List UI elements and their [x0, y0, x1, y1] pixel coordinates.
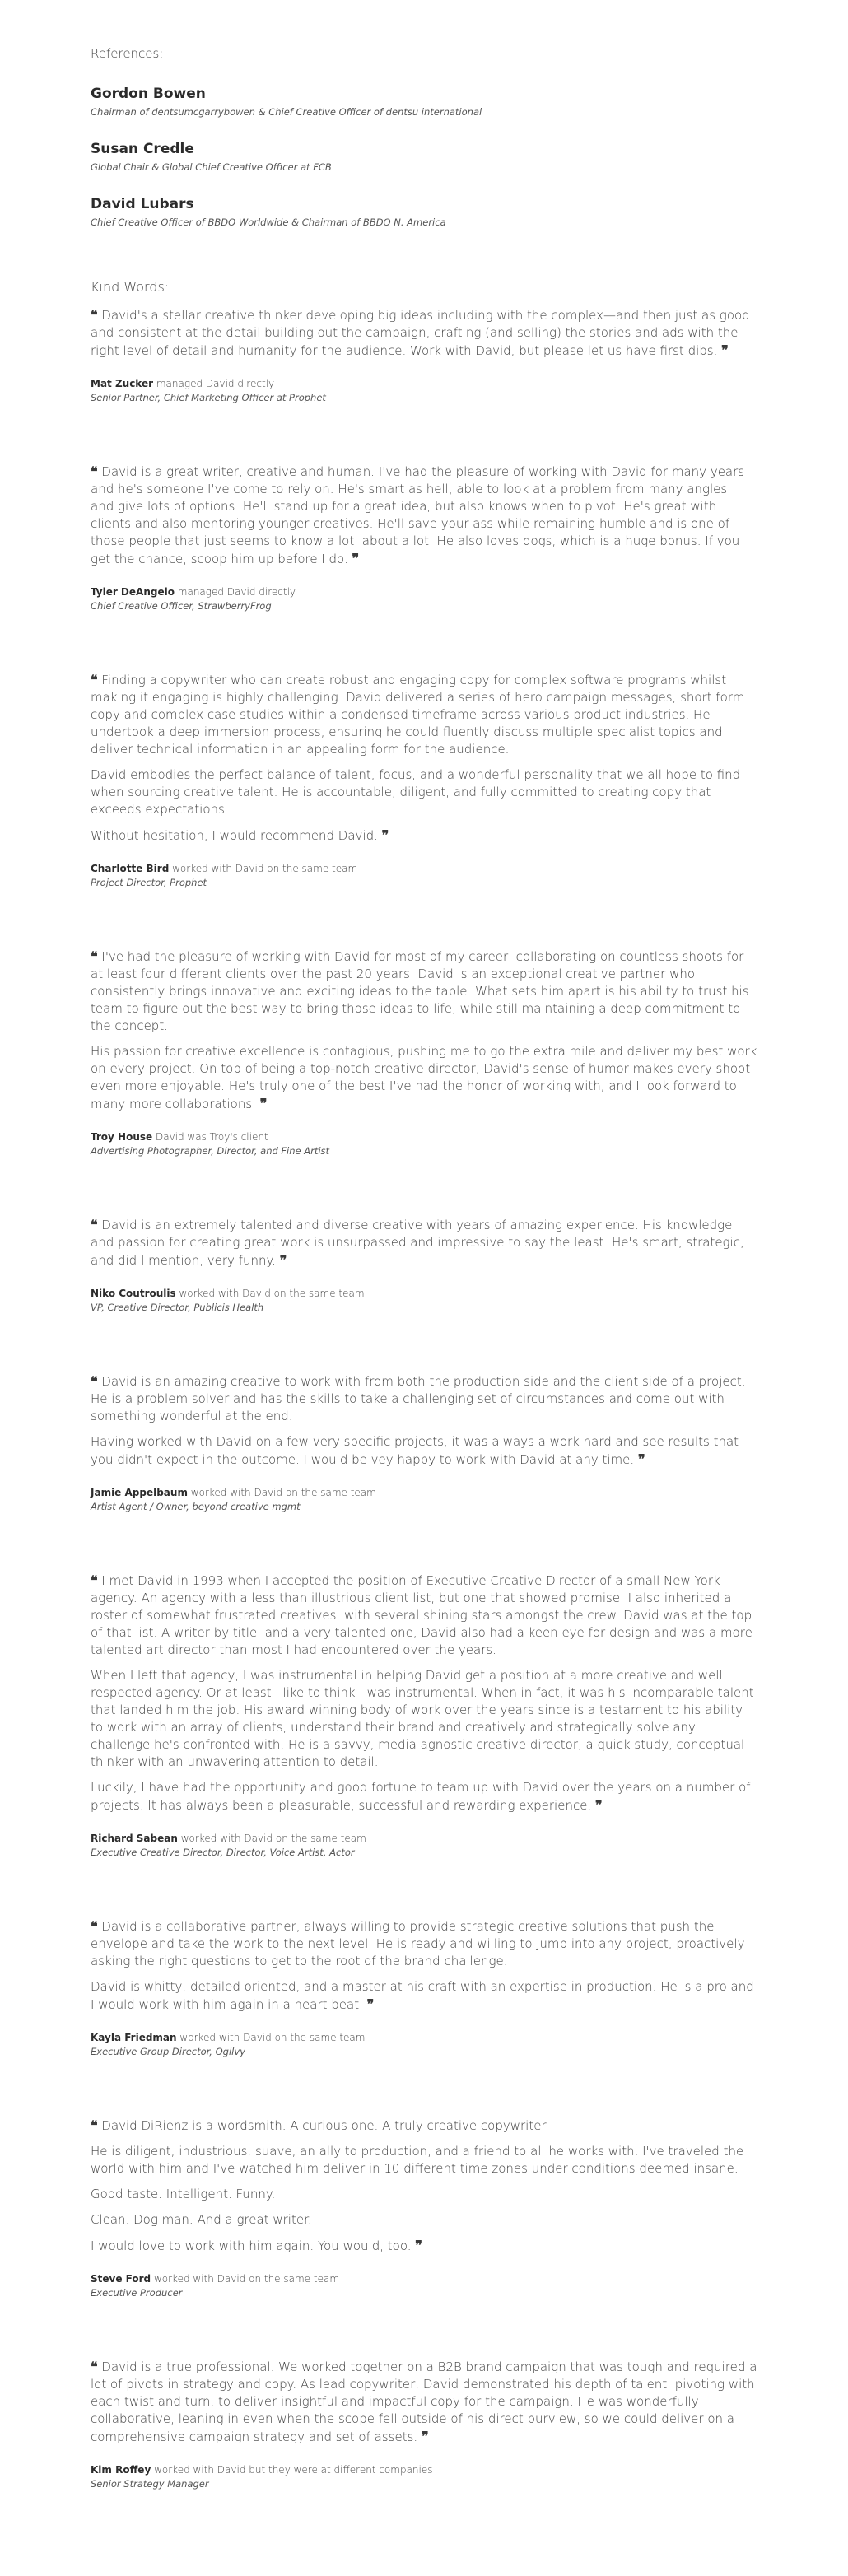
testimonial-quote — [91, 1372, 757, 1469]
testimonial — [91, 1372, 757, 1512]
testimonial-quote — [91, 948, 757, 1113]
quote-text: Without hesitation, I would recommend David. — [91, 828, 378, 843]
author-relation: worked with David but they were at different companies — [154, 2464, 433, 2476]
quote-paragraph — [91, 1216, 757, 1269]
author-role: Executive Group Director, Ogilvy — [91, 2046, 245, 2057]
testimonial-attribution — [91, 2464, 757, 2476]
author-role: Executive Creative Director, Director, Voice Artist, Actor — [91, 1847, 355, 1858]
quote-paragraph — [91, 1433, 757, 1469]
quote-text: David is an extremely talented and diverse creative with years of amazing experience. His knowledge and passion for creating great work is unsurpassed and impressive to say the least. He's smart, strategic, and did I mention, very funny. — [91, 1218, 744, 1268]
quote-text: Good taste. Intelligent. Funny. — [91, 2187, 276, 2201]
open-quote-icon: ❝ — [91, 1572, 98, 1588]
references-heading: References: — [91, 46, 164, 61]
open-quote-icon: ❝ — [91, 1217, 98, 1232]
quote-paragraph — [91, 1043, 757, 1113]
close-quote-icon: ❞ — [259, 1096, 268, 1111]
testimonial-quote — [91, 671, 757, 845]
testimonial — [91, 463, 757, 612]
author-name: Kayla Friedman — [91, 2032, 177, 2043]
quote-paragraph — [91, 2237, 757, 2255]
author-relation: worked with David on the same team — [179, 2032, 366, 2043]
quote-text: David is a true professional. We worked together on a B2B brand campaign that was tough and required a lot of pivots in strategy and copy. As lead copywriter, David demonstrated his depth of talent, pivoting with each twist and turn, to deliver insightful and impactful copy for the campaign. He was wonderfully collaborative, leaning in even when the scope fell outside of his direct purview, so we could deliver on a comprehensive campaign strategy and set of assets. — [91, 2359, 757, 2444]
quote-paragraph — [91, 671, 757, 758]
testimonial — [91, 2358, 757, 2490]
author-name: Richard Sabean — [91, 1833, 178, 1844]
author-role: Senior Partner, Chief Marketing Officer at Prophet — [91, 392, 326, 403]
quote-paragraph — [91, 2186, 757, 2203]
author-name: Steve Ford — [91, 2273, 151, 2285]
testimonial — [91, 1216, 757, 1313]
open-quote-icon: ❝ — [91, 307, 98, 323]
quote-paragraph — [91, 827, 757, 845]
open-quote-icon: ❝ — [91, 948, 98, 964]
author-name: Tyler DeAngelo — [91, 586, 175, 598]
reference-name: Susan Credle — [91, 141, 194, 157]
close-quote-icon: ❞ — [594, 1797, 603, 1813]
close-quote-icon: ❞ — [415, 2238, 422, 2253]
author-relation: managed David directly — [156, 378, 275, 389]
testimonial — [91, 1572, 757, 1858]
testimonial — [91, 306, 757, 403]
testimonial-quote — [91, 1572, 757, 1814]
quote-text: I would love to work with him again. You would, too. — [91, 2238, 412, 2253]
testimonial-attribution — [91, 1487, 757, 1498]
testimonial-quote — [91, 1917, 757, 2014]
quote-text: David embodies the perfect balance of talent, focus, and a wonderful personality that we all hope to find when sourcing creative talent. He is accountable, diligent, and fully committed to creating copy that exceeds expectations. — [91, 767, 741, 817]
quote-text: I met David in 1993 when I accepted the position of Executive Creative Director of a small New York agency. An agency with a less than illustrious client list, but one that showed promise. I also inherited a roster of somewhat frustrated creatives, with several shining stars amongst the crew. David was at the top of that list. A writer by title, and a very talented one, David also had a keen eye for design and was a more talented art director than most I had encountered over the years. — [91, 1573, 752, 1657]
testimonial-attribution — [91, 863, 757, 874]
close-quote-icon: ❞ — [352, 551, 360, 566]
author-role: Project Director, Prophet — [91, 877, 207, 888]
quote-text: His passion for creative excellence is contagious, pushing me to go the extra mile and deliver my best work on every project. On top of being a top-notch creative director, David's sense of humor makes every shoot even more enjoyable. He's truly one of the best I've had the honor of working with, and I look forward to many more collaborations. — [91, 1044, 757, 1111]
quote-paragraph — [91, 2143, 757, 2178]
testimonials-list — [91, 306, 757, 2490]
testimonial — [91, 2117, 757, 2299]
quote-paragraph — [91, 1667, 757, 1771]
author-role: VP, Creative Director, Publicis Health — [91, 1302, 264, 1313]
testimonial-attribution — [91, 586, 757, 598]
author-relation: worked with David on the same team — [180, 1833, 366, 1844]
reference-title: Chairman of dentsumcgarrybowen & Chief Creative Officer of dentsu international — [91, 106, 482, 118]
close-quote-icon: ❞ — [366, 1996, 375, 2012]
reference-item — [91, 196, 757, 228]
quote-paragraph — [91, 766, 757, 818]
author-relation: managed David directly — [177, 586, 296, 598]
quote-paragraph — [91, 1978, 757, 2014]
testimonial-attribution — [91, 378, 757, 389]
author-relation: worked with David on the same team — [172, 863, 358, 874]
open-quote-icon: ❝ — [91, 1918, 98, 1934]
quote-text: I've had the pleasure of working with David for most of my career, collaborating on countless shoots for at least four different clients over the past 20 years. David is an exceptional creative partner who consistently brings innovative and exciting ideas to the table. What sets him apart is his ability to trust his team to figure out the best way to bring those ideas to life, while still maintaining a deep commitment to the concept. — [91, 949, 749, 1033]
quote-text: David is whitty, detailed oriented, and a master at his craft with an expertise in production. He is a pro and I would work with him again in a heart beat. — [91, 1979, 754, 2012]
testimonial-attribution — [91, 1288, 757, 1299]
author-role: Chief Creative Officer, StrawberryFrog — [91, 600, 272, 612]
quote-paragraph — [91, 463, 757, 568]
author-name: Troy House — [91, 1131, 153, 1143]
testimonial-attribution — [91, 1131, 757, 1143]
author-role: Senior Strategy Manager — [91, 2478, 209, 2490]
author-relation: David was Troy's client — [155, 1131, 268, 1143]
testimonial-quote — [91, 2358, 757, 2446]
testimonial-quote — [91, 463, 757, 568]
testimonial — [91, 1917, 757, 2057]
reference-name: David Lubars — [91, 196, 194, 212]
quote-paragraph — [91, 306, 757, 360]
close-quote-icon: ❞ — [721, 342, 729, 358]
close-quote-icon: ❞ — [637, 1451, 645, 1467]
quote-text: Having worked with David on a few very specific projects, it was always a work hard and see results that you didn't expect in the outcome. I would be vey happy to work with David at any time. — [91, 1434, 739, 1467]
close-quote-icon: ❞ — [279, 1252, 287, 1268]
open-quote-icon: ❝ — [91, 672, 98, 687]
author-relation: worked with David on the same team — [153, 2273, 340, 2285]
testimonial — [91, 671, 757, 888]
quote-paragraph — [91, 1572, 757, 1659]
reference-title: Chief Creative Officer of BBDO Worldwide & Chairman of BBDO N. America — [91, 217, 446, 228]
quote-paragraph — [91, 2358, 757, 2446]
quote-text: David is a collaborative partner, always willing to provide strategic creative solutions that push the envelope and take the work to the next level. He is ready and willing to jump into any project, proactively asking the right questions to get to the root of the brand challenge. — [91, 1919, 745, 1968]
kind-words-heading: Kind Words: — [91, 279, 170, 295]
reference-item — [91, 86, 757, 118]
quote-paragraph — [91, 2117, 757, 2135]
quote-paragraph — [91, 2211, 757, 2229]
quote-text: David is an amazing creative to work with from both the production side and the client side of a project. He is a problem solver and has the skills to take a challenging set of circumstances and come out with something wonderful at the end. — [91, 1374, 746, 1423]
author-relation: worked with David on the same team — [179, 1288, 365, 1299]
quote-paragraph — [91, 1917, 757, 1970]
quote-text: David's a stellar creative thinker developing big ideas including with the complex—and then just as good and consistent at the detail building out the campaign, crafting (and selling) the stories and ads with the right level of detail and humanity for the audience. Work with David, but please let us have first dibs. — [91, 308, 750, 358]
author-name: Niko Coutroulis — [91, 1288, 176, 1299]
reference-item — [91, 141, 757, 173]
quote-text: David DiRienz is a wordsmith. A curious one. A truly creative copywriter. — [101, 2118, 550, 2133]
testimonial — [91, 948, 757, 1157]
author-name: Charlotte Bird — [91, 863, 170, 874]
testimonial-attribution — [91, 1833, 757, 1844]
author-name: Kim Roffey — [91, 2464, 151, 2476]
testimonial-attribution — [91, 2273, 757, 2285]
testimonial-quote — [91, 1216, 757, 1269]
testimonial-quote — [91, 306, 757, 360]
quote-text: When I left that agency, I was instrumental in helping David get a position at a more creative and well respected agency. Or at least I like to think I was instrumental. When in fact, it was his incomparable talent that landed him the job. His award winning body of work over the years since is a testament to his ability to work with an array of clients, understand their brand and creatively and strategically solve any challenge he's confronted with. He is a savvy, media agnostic creative director, a quick study, conceptual thinker with an unwavering attention to detail. — [91, 1668, 754, 1769]
quote-text: Clean. Dog man. And a great writer. — [91, 2212, 312, 2227]
author-relation: worked with David on the same team — [190, 1487, 376, 1498]
author-role: Executive Producer — [91, 2287, 183, 2299]
author-role: Advertising Photographer, Director, and Fine Artist — [91, 1145, 330, 1157]
author-name: Jamie Appelbaum — [91, 1487, 188, 1498]
quote-paragraph — [91, 948, 757, 1035]
close-quote-icon: ❞ — [381, 827, 389, 843]
quote-text: Finding a copywriter who can create robust and engaging copy for complex software programs whilst making it engaging is highly challenging. David delivered a series of hero campaign messages, short form copy and complex case studies within a condensed timeframe across various product industries. He undertook a deep immersion process, ensuring he could fluently discuss multiple specialist topics and deliver technical information in an appealing form for the audience. — [91, 673, 745, 757]
testimonial-quote — [91, 2117, 757, 2255]
open-quote-icon: ❝ — [91, 2117, 98, 2133]
author-name: Mat Zucker — [91, 378, 154, 389]
open-quote-icon: ❝ — [91, 463, 98, 479]
author-role: Artist Agent / Owner, beyond creative mgmt — [91, 1501, 301, 1512]
references-list — [91, 86, 757, 228]
open-quote-icon: ❝ — [91, 2359, 98, 2374]
quote-paragraph — [91, 1779, 757, 1814]
reference-name: Gordon Bowen — [91, 86, 206, 102]
quote-text: He is diligent, industrious, suave, an ally to production, and a friend to all he works with. I've traveled the world with him and I've watched him deliver in 10 different time zones under conditions deemed insane. — [91, 2144, 744, 2176]
quote-text: Luckily, I have had the opportunity and good fortune to team up with David over the years on a number of projects. It has always been a pleasurable, successful and rewarding experience. — [91, 1780, 751, 1813]
quote-text: David is a great writer, creative and human. I've had the pleasure of working with David for many years and he's someone I've come to rely on. He's smart as hell, able to look at a problem from many angles, and give lots of options. He'll stand up for a great idea, but also knows when to pivot. He's great with clients and also mentoring younger creatives. He'll save your ass while remaining humble and is one of those people that just seems to know a lot, about a lot. He also loves dogs, which is a huge bonus. If you get the chance, scoop him up before I do. — [91, 464, 745, 566]
reference-title: Global Chair & Global Chief Creative Officer at FCB — [91, 161, 332, 173]
quote-paragraph — [91, 1372, 757, 1425]
close-quote-icon: ❞ — [421, 2429, 429, 2444]
testimonial-attribution — [91, 2032, 757, 2043]
open-quote-icon: ❝ — [91, 1373, 98, 1389]
